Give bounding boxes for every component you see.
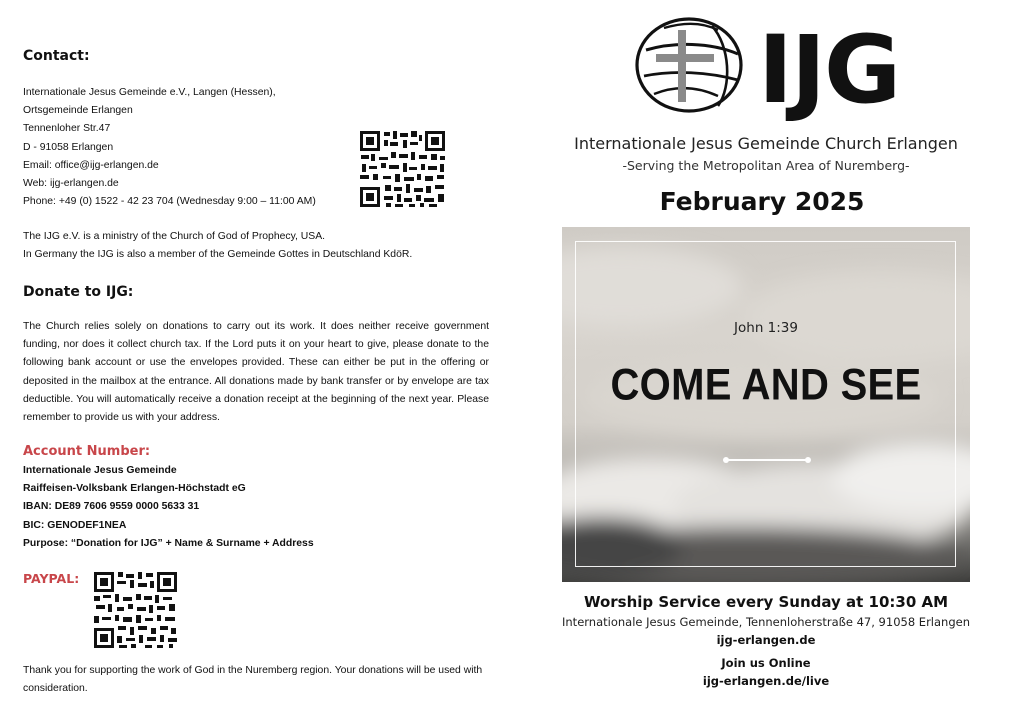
- paypal-qr-code-icon: [93, 571, 178, 649]
- worship-address: Internationale Jesus Gemeinde, Tennenloherstraße 47, 91058 Erlangen: [562, 615, 970, 629]
- decorative-dot-left: [723, 457, 729, 463]
- ministry-line: The IJG e.V. is a ministry of the Church of God of Prophecy, USA.: [23, 231, 326, 242]
- account-bank: Raiffeisen-Volksbank Erlangen-Höchstadt eG: [23, 483, 246, 495]
- contact-qr-code-icon: [359, 130, 446, 208]
- month-title: February 2025: [659, 187, 865, 216]
- thank-you-text: [23, 662, 482, 698]
- account-purpose: Purpose: “Donation for IJG” + Name & Surname + Address: [23, 537, 314, 549]
- contact-line: Internationale Jesus Gemeinde e.V., Langen (Hessen),: [23, 87, 276, 98]
- donate-text: The Church relies solely on donations to carry out its work. It does neither receive government funding, nor does it collect church tax. If the Lord puts it on your heart to give, please donate to the following bank account or use the envelopes provided. These can either be put in the offering or deposited in the mailbox at the entrance. All donations made by bank transfer or by envelope are tax deductible. You will automatically receive a donation receipt at the beginning of the next year. Please remember to provide us with your address.: [23, 321, 489, 424]
- ministry-info: [23, 228, 412, 264]
- decorative-dot-right: [805, 457, 811, 463]
- poster-verse: John 1:39: [734, 320, 798, 336]
- decorative-line: [726, 459, 808, 461]
- website-link[interactable]: ijg-erlangen.de: [716, 633, 816, 647]
- globe-cross-logo-icon: [634, 16, 746, 114]
- account-holder: Internationale Jesus Gemeinde: [23, 465, 177, 476]
- ministry-line: In Germany the IJG is also a member of the Gemeinde Gottes in Deutschland KdöR.: [23, 249, 413, 261]
- contact-web: Web: ijg-erlangen.de: [23, 178, 119, 190]
- contact-line: D - 91058 Erlangen: [23, 141, 114, 153]
- account-heading: Account Number:: [23, 444, 151, 459]
- join-online-label: Join us Online: [721, 656, 811, 670]
- donate-heading: Donate to IJG:: [23, 284, 134, 300]
- contact-email: Email: office@ijg-erlangen.de: [23, 159, 159, 171]
- account-details: [23, 462, 314, 553]
- poster-headline: COME AND SEE: [610, 360, 922, 410]
- worship-time: Worship Service every Sunday at 10:30 AM: [583, 593, 949, 611]
- logo-ijg-text: IJG: [758, 16, 900, 125]
- account-bic: BIC: GENODEF1NEA: [23, 519, 127, 531]
- contact-line: Tennenloher Str.47: [23, 123, 111, 135]
- account-iban: IBAN: DE89 7606 9559 0000 5633 31: [23, 501, 200, 513]
- paypal-label: PAYPAL:: [23, 571, 80, 586]
- contact-heading: Contact:: [23, 48, 90, 64]
- livestream-link[interactable]: ijg-erlangen.de/live: [702, 674, 830, 688]
- thank-you-line: Thank you for supporting the work of God in the Nuremberg region. Your donations will be used with: [23, 665, 483, 676]
- church-name: Internationale Jesus Gemeinde Church Erlangen: [574, 134, 958, 153]
- serving-tagline: -Serving the Metropolitan Area of Nuremberg-: [622, 158, 910, 173]
- poster-image: [562, 227, 970, 582]
- contact-line: Ortsgemeinde Erlangen: [23, 105, 133, 117]
- thank-you-line: consideration.: [23, 683, 88, 695]
- contact-phone: Phone: +49 (0) 1522 - 42 23 704 (Wednesday 9:00 – 11:00 AM): [23, 196, 316, 208]
- contact-details: [23, 84, 316, 211]
